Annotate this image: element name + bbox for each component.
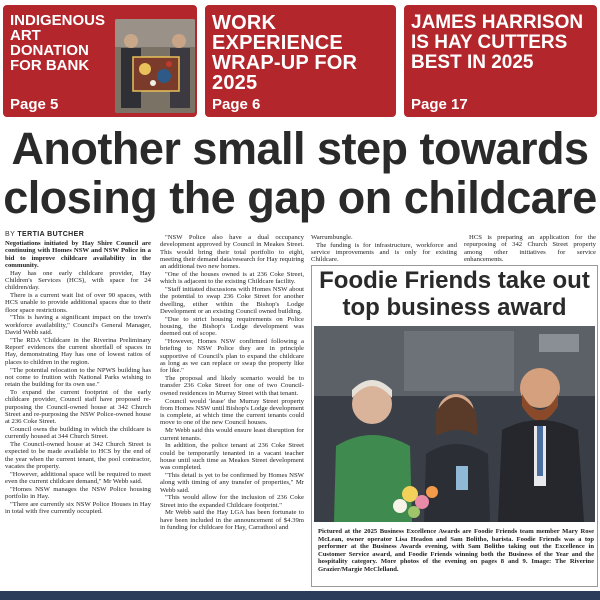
feature-box [311, 265, 598, 587]
article-paragraph: HCS is preparing an application for the repurposing of 342 Church Street property among other initiatives for service enhancements. [464, 234, 596, 263]
article-paragraph: "The potential relocation to the NPWS building has not come to fruition with National Parks wishing to retain the building for its own use." [5, 366, 151, 389]
article-paragraph: "Due to strict housing requirements on Police housing, the Bishop's Lodge development was deemed out of scope. [160, 315, 304, 338]
article-paragraph: Council would 'lease' the Murray Street property from Homes NSW until Bishop's Lodge development is complete, at which time the current tenants could move to one of the new Council houses. [160, 397, 304, 427]
byline-author: TERTIA BUTCHER [17, 231, 85, 238]
bottom-advert-strip [0, 591, 600, 600]
article-paragraph: "There are currently six NSW Police Houses in Hay in total with five currently occupied. [5, 500, 151, 516]
teaser-art-donation[interactable] [3, 5, 197, 117]
teaser-page: Page 17 [411, 96, 468, 113]
article-paragraph: The proposal and likely scenario would be to transfer 236 Coke Street for one of two Council-owned residences in Murray Street with that tenant. [160, 375, 304, 397]
article-paragraph: In addition, the police tenant at 236 Coke Street could be temporarily tenanted in a vacant teacher house until such time as Meakes Street development was completed. [160, 442, 304, 472]
article-paragraph: "Staff initiated discussions with Homes NSW about the potential to swap 236 Coke Street for another dwelling, either within the Bishop's Lodge Development or an existing Council owned building. [160, 286, 304, 315]
article-paragraph: To expand the current footprint of the early childcare provider, Council staff have proposed re-purposing the Council-owned house at 342 Church Street and re-purposing the NSW Police-owned house at 236 Coke Street. [5, 388, 151, 426]
teaser-title: JAMES HARRISON IS HAY CUTTERS BEST IN 2025 [411, 12, 584, 73]
article-paragraph: "One of the houses owned is at 236 Coke Street, which is adjacent to the existing Childcare facility. [160, 270, 304, 286]
article-paragraph: "This detail is yet to be confirmed by Homes NSW along with timing of any transfer of properties," Mr Webb said. [160, 472, 304, 494]
teaser-photo-art [115, 19, 195, 113]
article-paragraph: Warrumbungle. [311, 234, 353, 241]
teaser-title: WORK EXPERIENCE WRAP-UP FOR 2025 [212, 12, 358, 94]
article-paragraph: Council owns the building in which the childcare is currently housed at 344 Church Street. [5, 425, 151, 441]
article-paragraph: "This would allow for the inclusion of 236 Coke Street into the expanded Childcare footprint." [160, 494, 304, 509]
article-paragraph: "However, additional space will be required to meet even the current childcare demand," Mr Webb said. [5, 470, 151, 485]
article-paragraph: Mr Webb said this would ensure least disruption for current tenants. [160, 427, 304, 442]
article-column-1 [5, 240, 151, 585]
article-paragraph: The funding is for infrastructure, workforce and service improvements and is only for existing Childcare. [311, 241, 457, 264]
article-paragraph: Mr Webb said the Hay LGA has been fortunate to have been included in the announcement of $4.39m in funding for childcare for Hay, Carrathool and [160, 509, 304, 532]
article-paragraph: Hay has one early childcare provider, Hay Children's Services (HCS), with space for 24 children/day. [5, 269, 151, 292]
article-paragraph: "However, Homes NSW confirmed following a briefing to NSW Police they are in principle supportive of Council's plan to expand the childcare as long as we can replace or swap the property like for like." [160, 338, 304, 375]
article-column-3 [311, 234, 457, 264]
article-paragraph: Negotiations initiated by Hay Shire Council are continuing with Homes NSW and NSW Police in a bid to improve childcare availability in the community. [5, 240, 151, 269]
article-paragraph: "This is having a significant impact on the town's workforce availability," Council's General Manager, David Webb said. [5, 314, 151, 337]
teaser-title: INDIGENOUS ART DONATION FOR BANK [10, 12, 106, 74]
byline [5, 231, 84, 238]
feature-headline: Foodie Friends take out top business award [319, 267, 590, 321]
article-paragraph: "NSW Police also have a dual occupancy development approved by Council in Meakes Street. This would bring their total portfolio to eight, meeting their demand data/research for Hay requiring an additional two new homes. [160, 234, 304, 271]
article-paragraph: "The RDA 'Childcare in the Riverina Preliminary Report' evidences the current shortfall of spaces in Hay, demonstrating Hay has one of lowest ratios of places to children in the region. [5, 336, 151, 366]
teaser-work-experience[interactable] [205, 5, 396, 117]
teaser-page: Page 6 [212, 96, 261, 113]
teaser-hay-cutters[interactable] [404, 5, 597, 117]
article-column-2 [160, 234, 304, 585]
article-paragraph: There is a current wait list of over 90 spaces, with HCS unable to provide additional spaces due to their floor space restrictions. [5, 292, 151, 314]
teaser-page: Page 5 [10, 96, 59, 113]
feature-caption: Pictured at the 2025 Business Excellence Awards are Foodie Friends team member Mary Rose McLean, owner operator Lisa Headon and Sam Bolitho, barista. Foodie Friends was a top performer at the Business Awards evening, with Sam Bolitho taking out the Excellence in Customer Service award, and Foodie Friends winning both the Business of the Year and the hospitality category. More photos of the evening on pages 8 and 9. Image: The Riverine Grazier/Margie McClelland. [318, 528, 594, 573]
byline-prefix: BY [5, 231, 16, 238]
article-paragraph: The Council-owned house at 342 Church Street is expected to be made available to HCS by the end of the year when the current tenant, the pool contractor, vacates the property. [5, 441, 151, 470]
feature-photo [314, 326, 595, 522]
article-column-4 [464, 234, 596, 264]
article-paragraph: "Homes NSW manages the NSW Police housing portfolio in Hay. [5, 485, 151, 501]
main-headline: Another small step towards closing the gap on childcare [3, 123, 597, 223]
